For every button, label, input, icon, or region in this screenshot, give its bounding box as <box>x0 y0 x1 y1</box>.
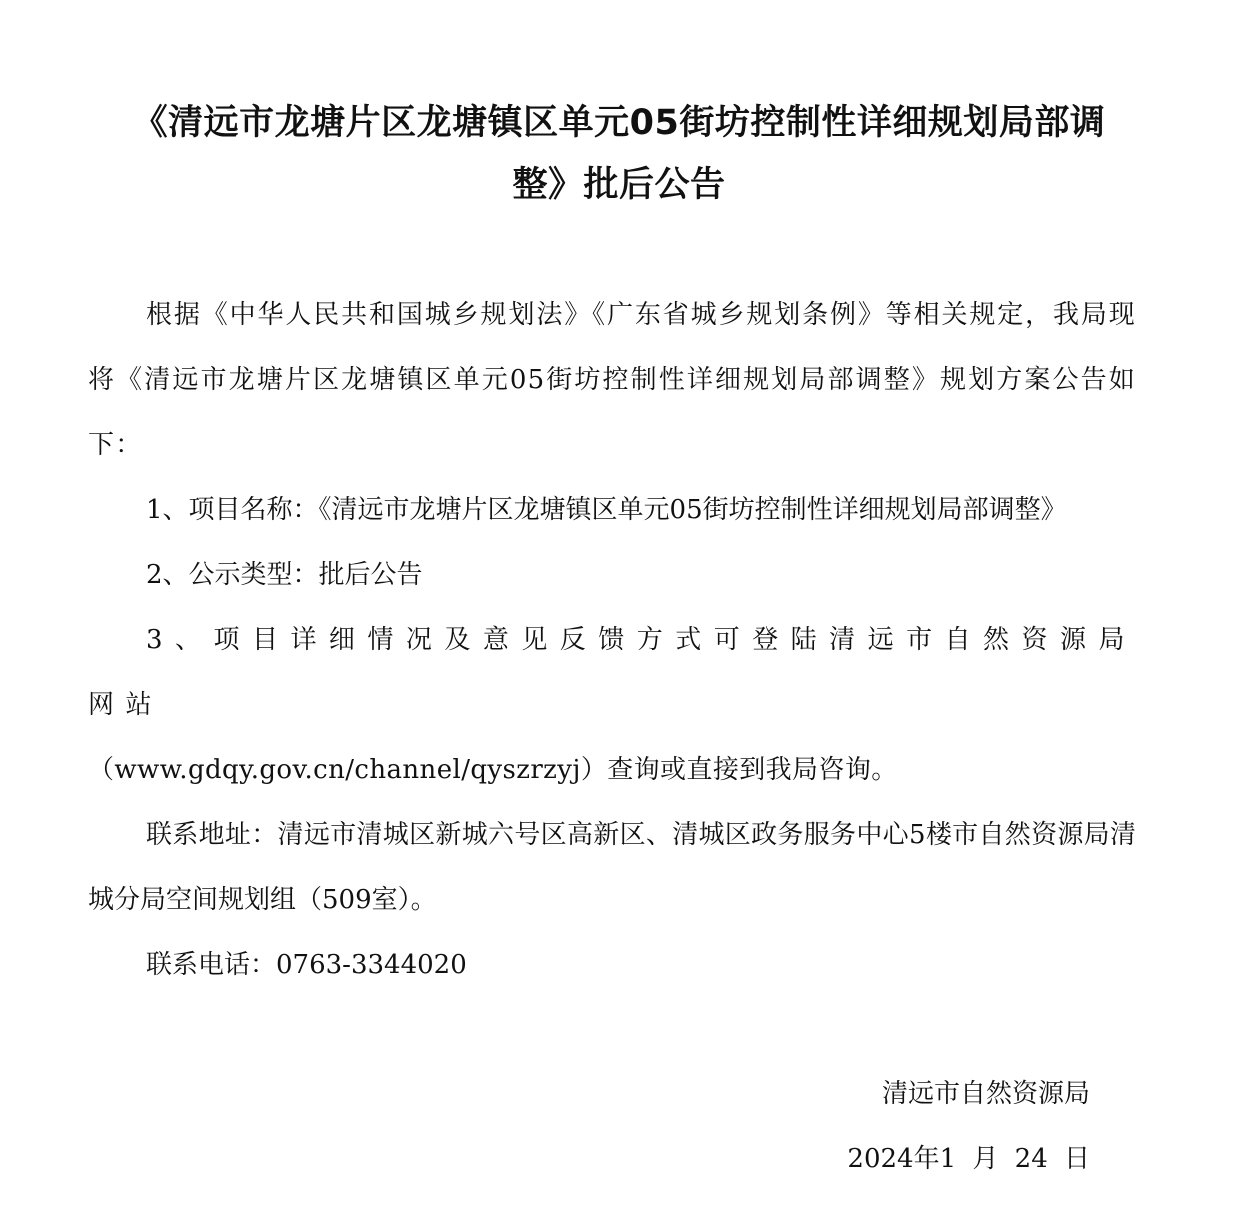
item-notice-type: 2、公示类型：批后公告 <box>146 560 423 590</box>
item-feedback-info <box>88 608 1136 803</box>
signature-organization: 清远市自然资源局 <box>881 1079 1090 1109</box>
title-line-2: 整》批后公告 <box>512 165 726 205</box>
item-feedback-text: 3、项目详细情况及意见反馈方式可登陆清远市自然资源局网站 <box>88 625 1136 720</box>
document-body <box>88 283 1136 998</box>
intro-paragraph: 根据《中华人民共和国城乡规划法》《广东省城乡规划条例》等相关规定，我局现将《清远市龙塘片区龙塘镇区单元05街坊控制性详细规划局部调整》规划方案公告如下： <box>88 300 1136 460</box>
item-feedback-url: （www.gdqy.gov.cn/channel/qyszrzyj）查询或直接到我局咨询。 <box>88 755 898 785</box>
contact-phone: 联系电话：0763-3344020 <box>146 950 467 980</box>
document-title <box>88 92 1150 216</box>
contact-address: 联系地址：清远市清城区新城六号区高新区、清城区政务服务中心5楼市自然资源局清城分局空间规划组（509室）。 <box>88 820 1136 915</box>
item-project-name: 1、项目名称：《清远市龙塘片区龙塘镇区单元05街坊控制性详细规划局部调整》 <box>146 495 1067 525</box>
title-line-1: 《清远市龙塘片区龙塘镇区单元05街坊控制性详细规划局部调 <box>132 103 1106 143</box>
signature-date: 2024年1 月 24 日 <box>847 1144 1090 1174</box>
